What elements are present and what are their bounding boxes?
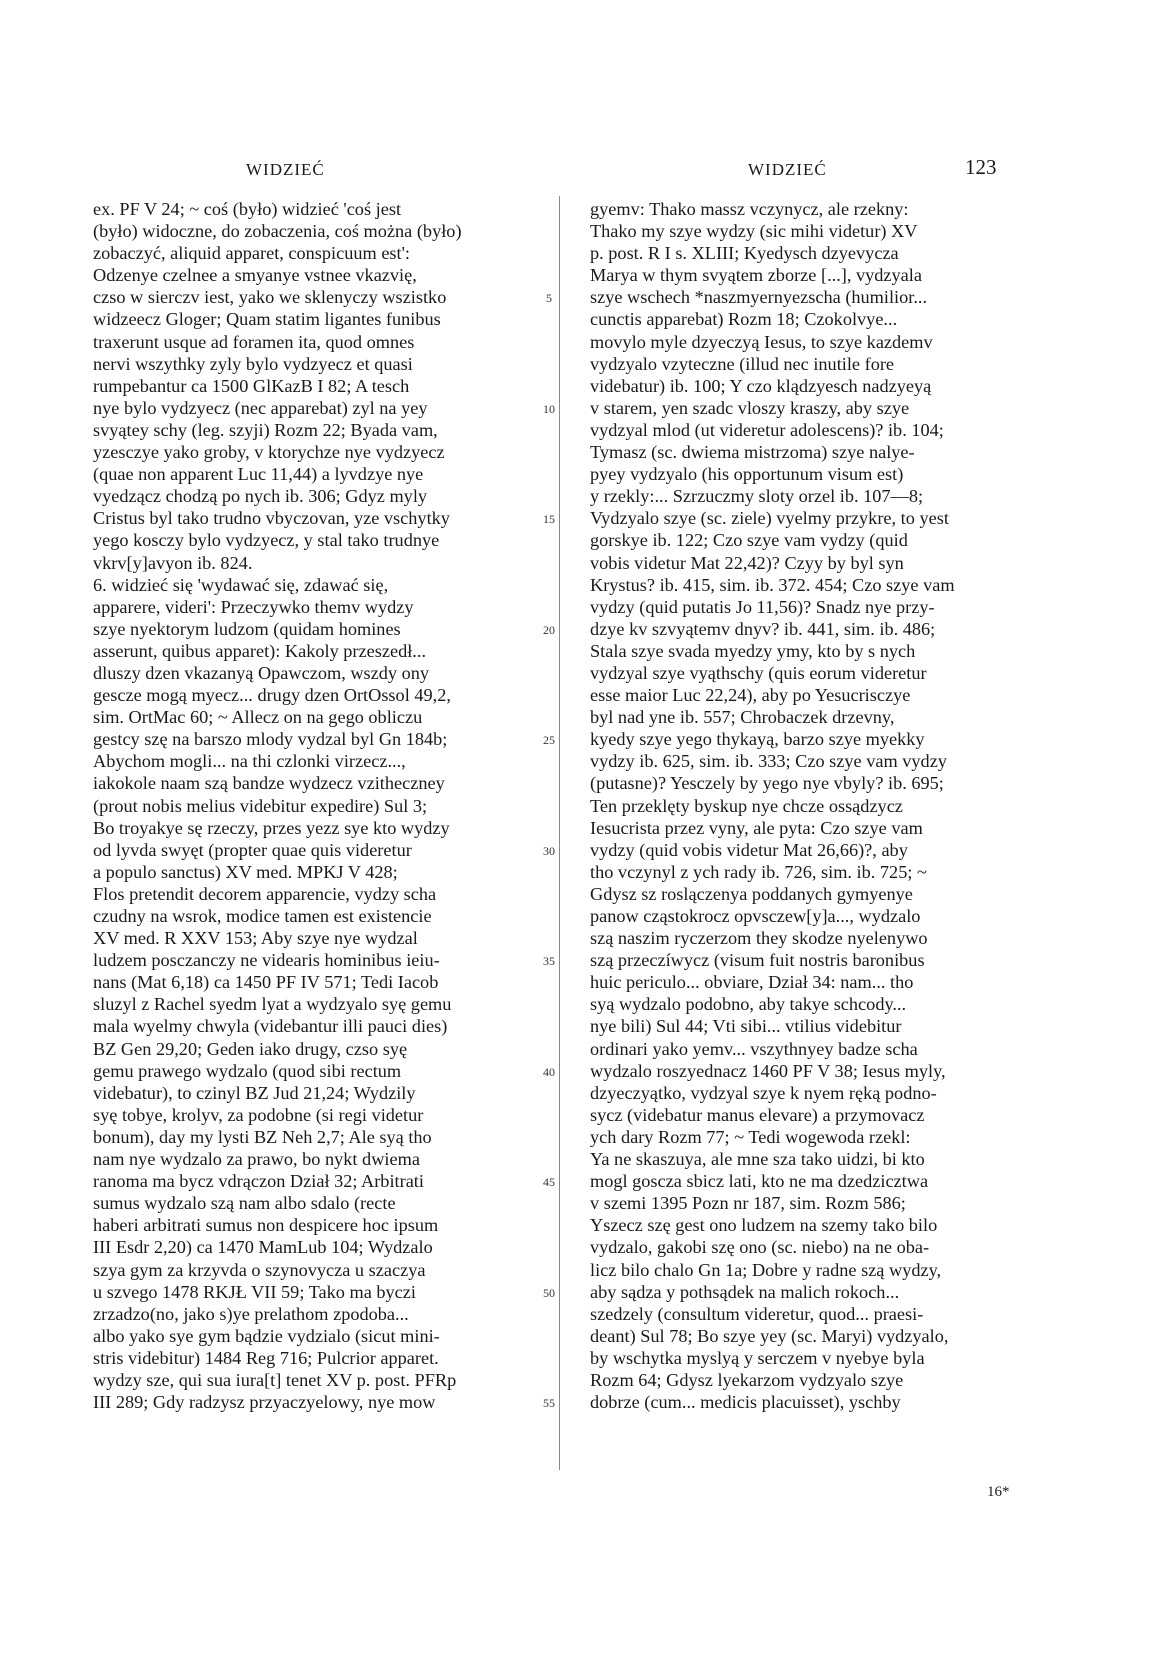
text-line: Ya ne skaszuya, ale mne sza tako uidzi, bi kto: [590, 1149, 925, 1170]
text-line: czudny na wsrok, modice tamen est existencie: [93, 906, 432, 926]
text-line: od lyvda swyęt (propter quae quis videretur: [93, 839, 412, 860]
left-column: [93, 198, 521, 1413]
text-line: gyemv: Thako massz vczynycz, ale rzekny:: [590, 199, 909, 219]
text-line: sycz (videbatur manus elevare) a przymovacz: [590, 1104, 925, 1125]
text-line: nervi wszythky zyly bylo vydzyecz et quasi: [93, 353, 413, 374]
text-line: v szemi 1395 Pozn nr 187, sim. Rozm 586;: [590, 1193, 906, 1214]
text-line: XV med. R XXV 153; Aby szye nye wydzal: [93, 928, 418, 949]
text-line: panow cząstokrocz opvsczew[y]a..., wydzalo: [590, 906, 921, 926]
text-line: wydzy sze, qui sua iura[t] tenet XV p. post. PFRp: [93, 1369, 457, 1390]
text-line: Krystus? ib. 415, sim. ib. 372. 454; Czo szye vam: [590, 574, 955, 595]
text-line: bonum), day my lysti BZ Neh 2,7; Ale syą tho: [93, 1126, 432, 1147]
text-line: Bo troyakye sę rzeczy, przes yezz sye kto wydzy: [93, 817, 450, 838]
line-number: 35: [543, 954, 555, 969]
text-line: dzyeczyątko, vydzyal szye k nyem ręką podno-: [590, 1082, 937, 1103]
text-line: ex. PF V 24; ~ coś (było) widzieć 'coś jest: [93, 199, 402, 219]
text-line: Marya w thym svyątem zborze [...], vydzyala: [590, 265, 922, 286]
text-line: Rozm 64; Gdysz lyekarzom vydzyalo szye: [590, 1369, 904, 1390]
text-line: vydzyal szye vyąthschy (quis eorum videretur: [590, 662, 927, 683]
right-column: [590, 198, 1020, 1413]
text-line: gescze mogą myecz... drugy dzen OrtOssol 49,2,: [93, 685, 451, 706]
line-number: 30: [543, 843, 555, 858]
text-line: BZ Gen 29,20; Geden iako drugy, czso syę: [93, 1038, 408, 1059]
text-line: III 289; Gdy radzysz przyaczyelowy, nye mow: [93, 1392, 436, 1413]
text-line: dobrze (cum... medicis placuisset), yschby: [590, 1392, 901, 1413]
text-line: by wschytka myslyą y serczem v nyebye byla: [590, 1347, 925, 1368]
line-number: 20: [543, 622, 555, 637]
text-line: sluzyl z Rachel syedm lyat a wydzyalo syę gemu: [93, 994, 452, 1015]
text-line: mogl goscza sbicz lati, kto ne ma dzedzicztwa: [590, 1171, 929, 1192]
text-line: v starem, yen szadc vloszy kraszy, aby szye: [590, 397, 910, 418]
text-line: mala wyelmy chwyla (videbantur illi pauci dies): [93, 1016, 448, 1037]
text-line: rumpebantur ca 1500 GlKazB I 82; A tesch: [93, 375, 410, 396]
text-line: haberi arbitrati sumus non despicere hoc ipsum: [93, 1215, 439, 1236]
text-line: esse maior Luc 22,24), aby po Yesucrisczye: [590, 685, 911, 706]
line-number: 5: [546, 291, 552, 306]
text-line: szye wschech *naszmyernyezscha (humilior...: [590, 287, 928, 308]
text-line: yego kosczy bylo vydzyecz, y stal tako trudnye: [93, 530, 440, 551]
text-line: ludzem posczanczy ne videaris hominibus ieiu-: [93, 950, 440, 971]
text-line: Iesucrista przez vyny, ale pyta: Czo szye vam: [590, 817, 923, 838]
text-line: videbatur) ib. 100; Y czo klądzyesch nadzyeyą: [590, 375, 932, 396]
text-line: Stala szye svada myedzy ymy, kto by s nych: [590, 640, 916, 661]
text-line: cunctis apparebat) Rozm 18; Czokolvye...: [590, 309, 898, 330]
line-number: 10: [543, 401, 555, 416]
text-line: licz bilo chalo Gn 1a; Dobre y radne szą wydzy,: [590, 1259, 942, 1280]
text-line: szą przeczíwycz (visum fuit nostris baronibus: [590, 950, 925, 971]
text-line: p. post. R I s. XLIII; Kyedysch dzyevycza: [590, 243, 899, 264]
text-line: nye bili) Sul 44; Vti sibi... vtilius videbitur: [590, 1016, 902, 1037]
text-line: szą naszim ryczerzom they skodze nyelenywo: [590, 928, 928, 949]
text-line: nam nye wydzalo za prawo, bo nykt dwiema: [93, 1149, 420, 1170]
line-number: 45: [543, 1175, 555, 1190]
text-line: ych dary Rozm 77; ~ Tedi wogewoda rzekl:: [590, 1126, 911, 1147]
line-number: 40: [543, 1064, 555, 1079]
text-line: widzeecz Gloger; Quam statim ligantes funibus: [93, 309, 441, 330]
text-line: wydzalo roszyednacz 1460 PF V 38; Iesus myly,: [590, 1060, 946, 1081]
text-line: svyątey schy (leg. szyji) Rozm 22; Byada vam,: [93, 419, 438, 440]
text-line: asserunt, quibus apparet): Kakoly przeszedł...: [93, 640, 427, 661]
text-line: (quae non apparent Luc 11,44) a lyvdzye nye: [93, 464, 424, 485]
text-line: albo yako sye gym bądzie vydzialo (sicut mini-: [93, 1325, 440, 1346]
text-line: syą wydzalo podobno, aby takye schcody...: [590, 994, 907, 1015]
text-line: y rzekly:... Szrzuczmy sloty orzel ib. 107—8;: [590, 486, 924, 507]
text-line: tho vczynyl z ych rady ib. 726, sim. ib. 725; ~: [590, 861, 927, 882]
text-line: a populo sanctus) XV med. MPKJ V 428;: [93, 861, 398, 882]
line-number: 15: [543, 512, 555, 527]
text-line: vydzalo, gakobi szę ono (sc. niebo) na ne oba-: [590, 1237, 930, 1258]
text-line: kyedy szye yego thykayą, barzo szye myekky: [590, 729, 925, 750]
text-line: nye bylo vydzyecz (nec apparebat) zyl na yey: [93, 397, 428, 418]
text-line: dzye kv szvyątemv dnyv? ib. 441, sim. ib. 486;: [590, 618, 936, 639]
text-line: Flos pretendit decorem apparencie, vydzy scha: [93, 883, 437, 904]
text-line: u szvego 1478 RKJŁ VII 59; Tako ma byczi: [93, 1281, 416, 1302]
text-line: gemu prawego wydzalo (quod sibi rectum: [93, 1060, 402, 1081]
text-line: gestcy szę na barszo mlody vydzal byl Gn 184b;: [93, 729, 448, 750]
signature-mark: 16*: [987, 1484, 1010, 1500]
text-line: III Esdr 2,20) ca 1470 MamLub 104; Wydzalo: [93, 1237, 433, 1258]
text-line: sumus wydzalo szą nam albo sdalo (recte: [93, 1193, 396, 1214]
text-line: vydzy ib. 625, sim. ib. 333; Czo szye vam vydzy: [590, 751, 947, 772]
text-line: stris videbitur) 1484 Reg 716; Pulcrior apparet.: [93, 1347, 439, 1368]
text-line: sim. OrtMac 60; ~ Allecz on na gego obliczu: [93, 707, 423, 728]
text-line: videbatur), to czinyl BZ Jud 21,24; Wydzily: [93, 1082, 416, 1103]
text-line: Abychom mogli... na thi czlonki virzecz...,: [93, 751, 406, 772]
text-line: zobaczyć, aliquid apparet, conspicuum est':: [93, 243, 411, 264]
text-line: szedzely (consultum videretur, quod... praesi-: [590, 1303, 924, 1324]
text-line: vyedzącz chodzą po nych ib. 306; Gdyz myly: [93, 486, 428, 507]
text-line: Cristus byl tako trudno vbyczovan, yze vschytky: [93, 508, 450, 529]
text-line: Yszecz szę gest ono ludzem na szemy tako bilo: [590, 1215, 938, 1236]
text-line: deant) Sul 78; Bo szye yey (sc. Maryi) vydzyalo,: [590, 1325, 949, 1346]
page-number: 123: [965, 155, 997, 179]
text-line: dluszy dzen vkazanyą Opawczom, wszdy ony: [93, 662, 430, 683]
text-line: Tymasz (sc. dwiema mistrzoma) szye nalye-: [590, 442, 915, 463]
text-line: Odzenye czelnee a smyanye vstnee vkazvię,: [93, 265, 417, 286]
text-line: ranoma ma bycz vdrączon Dział 32; Arbitrati: [93, 1171, 424, 1192]
text-line: vobis videtur Mat 22,42)? Czyy by byl syn: [590, 552, 904, 573]
line-number: 25: [543, 733, 555, 748]
text-line: vydzyalo vzyteczne (illud nec inutile fore: [590, 353, 895, 374]
text-line: 6. widzieć się 'wydawać się, zdawać się,: [93, 574, 389, 595]
text-line: byl nad yne ib. 557; Chrobaczek drzevny,: [590, 707, 895, 728]
line-number: 55: [543, 1396, 555, 1411]
text-line: movylo myle dzyeczyą Iesus, to szye kazdemv: [590, 331, 933, 352]
text-line: vkrv[y]avyon ib. 824.: [93, 552, 253, 573]
text-line: Gdysz sz roslączenya poddanych gymyenye: [590, 883, 913, 904]
running-head-left: WIDZIEĆ: [246, 160, 325, 179]
text-line: vydzy (quid putatis Jo 11,56)? Snadz nye przy-: [590, 596, 935, 617]
text-line: vydzy (quid vobis videtur Mat 26,66)?, aby: [590, 839, 908, 860]
text-line: syę tobye, krolyv, za podobne (si regi videtur: [93, 1104, 424, 1125]
running-head-center: WIDZIEĆ: [748, 160, 827, 179]
text-line: apparere, videri': Przeczywko themv wydzy: [93, 596, 414, 617]
text-line: (putasne)? Yesczely by yego nye vbyly? ib. 695;: [590, 773, 944, 794]
text-line: czso w sierczv iest, yako we sklenyczy wszistko: [93, 287, 447, 308]
text-line: Vydzyalo szye (sc. ziele) vyelmy przykre, to yest: [590, 508, 949, 529]
text-line: Thako my szye wydzy (sic mihi videtur) XV: [590, 221, 918, 242]
text-line: vydzyal mlod (ut videretur adolescens)? ib. 104;: [590, 419, 944, 440]
text-line: szye nyektorym ludzom (quidam homines: [93, 618, 401, 639]
text-line: (było) widoczne, do zobaczenia, coś można (było): [93, 221, 462, 242]
text-line: traxerunt usque ad foramen ita, quod omnes: [93, 331, 415, 352]
text-line: (prout nobis melius videbitur expedire) Sul 3;: [93, 795, 428, 816]
text-line: huic periculo... obviare, Dział 34: nam... tho: [590, 972, 914, 993]
line-number: 50: [543, 1285, 555, 1300]
text-line: nans (Mat 6,18) ca 1450 PF IV 571; Tedi Iacob: [93, 972, 439, 993]
text-line: yzesczye yako groby, v ktorychze nye vydzyecz: [93, 442, 445, 463]
text-line: Ten przeklęty byskup nye chcze ossądzycz: [590, 795, 903, 816]
column-divider: [559, 196, 560, 1470]
text-line: ordinari yako yemv... vszythnyey badze scha: [590, 1038, 918, 1059]
text-line: szya gym za krzyvda o szynovycza u szaczya: [93, 1259, 426, 1280]
text-line: pyey vydzyalo (his opportunum visum est): [590, 464, 904, 485]
text-line: iakokole naam szą bandze wydzecz vzitheczney: [93, 773, 445, 794]
text-line: aby sądza y pothsądek na malich rokoch...: [590, 1281, 900, 1302]
text-line: zrzadzo(no, jako s)ye prelathom zpodoba...: [93, 1303, 409, 1324]
text-line: gorskye ib. 122; Czo szye vam vydzy (quid: [590, 530, 908, 551]
